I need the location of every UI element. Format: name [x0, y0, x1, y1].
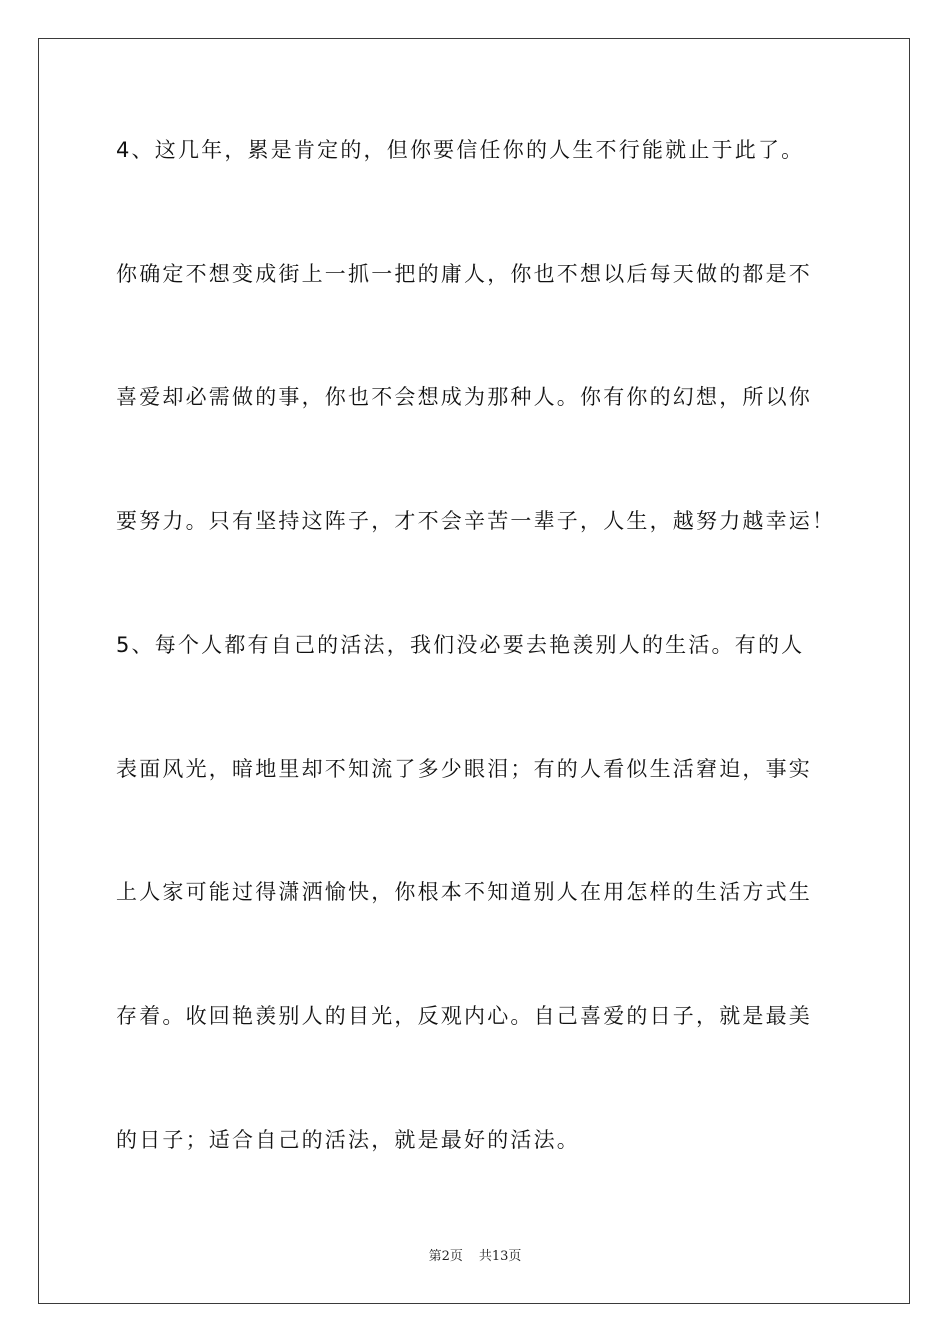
page-total: 共13页: [478, 1249, 522, 1264]
body-text-line-1: 4、这几年，累是肯定的，但你要信任你的人生不行能就止于此了。: [116, 138, 805, 162]
page-border: [38, 38, 910, 1304]
body-text-line-8: 存着。收回艳羡别人的目光，反观内心。自己喜爱的日子，就是最美: [116, 1004, 812, 1028]
body-text-line-6: 表面风光，暗地里却不知流了多少眼泪；有的人看似生活窘迫，事实: [116, 757, 812, 781]
body-text-line-2: 你确定不想变成街上一抓一把的庸人，你也不想以后每天做的都是不: [116, 262, 812, 286]
body-text-line-5: 5、每个人都有自己的活法，我们没必要去艳羡别人的生活。有的人: [116, 633, 805, 657]
body-text-line-3: 喜爱却必需做的事，你也不会想成为那种人。你有你的幻想，所以你: [116, 385, 812, 409]
body-text-line-4: 要努力。只有坚持这阵子，才不会辛苦一辈子，人生，越努力越幸运！: [116, 509, 836, 533]
page-number: 第2页: [428, 1249, 463, 1264]
body-text-line-9: 的日子；适合自己的活法，就是最好的活法。: [116, 1128, 580, 1152]
page-footer: [0, 1248, 950, 1266]
body-text-line-7: 上人家可能过得潇洒愉快，你根本不知道别人在用怎样的生活方式生: [116, 880, 812, 904]
